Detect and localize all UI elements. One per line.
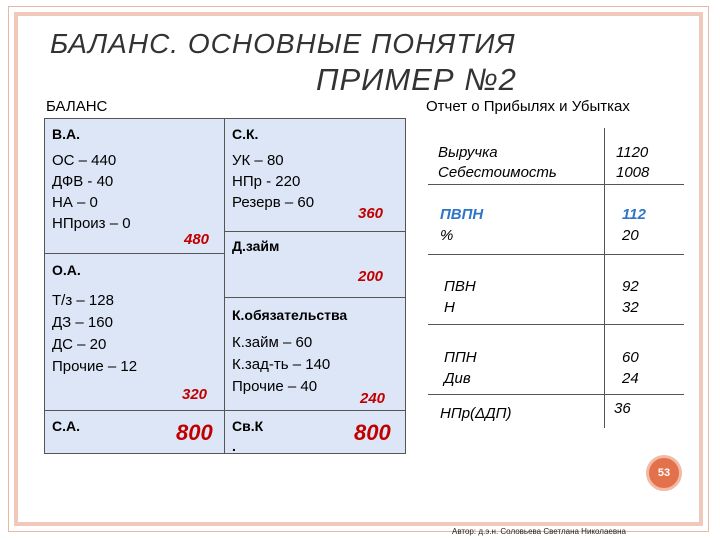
sa-header: С.А. (52, 418, 80, 434)
pl-divider (428, 324, 684, 325)
pl-row-label: ПВН (444, 278, 476, 295)
balance-divider-vertical (224, 118, 225, 454)
page-number: 53 (657, 467, 671, 479)
sk-line: УК – 80 (232, 152, 284, 169)
dzaim-sum: 200 (358, 268, 384, 285)
sk-header: С.К. (232, 126, 259, 142)
va-line: НПроиз – 0 (52, 215, 131, 232)
pl-divider (428, 184, 684, 185)
pl-row-value: 36 (614, 400, 631, 417)
ko-line: К.зад-ть – 140 (232, 356, 331, 373)
pl-row-value: 20 (622, 227, 639, 244)
pl-row-value: 112 (622, 206, 646, 223)
ko-sum: 240 (360, 390, 386, 407)
pl-divider (428, 254, 684, 255)
svk-header-dot: . (232, 438, 236, 454)
author-footer: Автор: д.э.н. Соловьева Светлана Николаевна (452, 527, 626, 536)
balance-divider-dzaim-ko (224, 297, 406, 298)
svk-header: Св.К (232, 418, 264, 434)
page-number-badge (646, 455, 682, 491)
pl-row-label: Себестоимость (438, 164, 557, 181)
oa-line: ДЗ – 160 (52, 314, 113, 331)
sa-total: 800 (176, 420, 213, 445)
ko-line: Прочие – 40 (232, 378, 318, 395)
balance-divider-va-oa (44, 253, 225, 254)
pl-row-label: ПВПН (440, 206, 484, 223)
oa-line: Прочие – 12 (52, 358, 138, 375)
sk-line: Резерв – 60 (232, 194, 315, 211)
balance-divider-totals (44, 410, 406, 411)
pl-row-value: 1120 (616, 144, 649, 161)
ko-line: К.займ – 60 (232, 334, 313, 351)
oa-header: О.А. (52, 262, 81, 278)
oa-line: ДС – 20 (52, 336, 107, 353)
va-line: ДФВ - 40 (52, 173, 114, 190)
va-sum: 480 (184, 231, 210, 248)
pl-row-label: % (440, 227, 454, 244)
dzaim-header: Д.займ (232, 238, 280, 254)
oa-line: Т/з – 128 (52, 292, 114, 309)
pl-row-label: Див (444, 370, 471, 387)
svk-total: 800 (354, 420, 391, 445)
pl-row-value: 32 (622, 299, 639, 316)
pl-row-value: 60 (622, 349, 639, 366)
pl-row-label: ППН (444, 349, 477, 366)
va-header: В.А. (52, 126, 80, 142)
ko-header: К.обязательства (232, 307, 348, 323)
va-line: ОС – 440 (52, 152, 117, 169)
oa-sum: 320 (182, 386, 208, 403)
pl-row-label: НПр(ΔДП) (440, 405, 512, 422)
balance-label: БАЛАНС (46, 98, 108, 115)
sk-line: НПр - 220 (232, 173, 301, 190)
pl-row-value: 92 (622, 278, 639, 295)
pl-label: Отчет о Прибылях и Убытках (426, 98, 630, 115)
va-line: НА – 0 (52, 194, 98, 211)
balance-divider-sk-dzaim (224, 231, 406, 232)
slide-title-line2: ПРИМЕР №2 (316, 62, 517, 97)
pl-row-label: Выручка (438, 144, 498, 161)
sk-sum: 360 (358, 205, 384, 222)
pl-divider (428, 394, 684, 395)
pl-row-value: 1008 (616, 164, 650, 181)
pl-row-label: Н (444, 299, 455, 316)
slide-title-line1: БАЛАНС. ОСНОВНЫЕ ПОНЯТИЯ (50, 28, 516, 59)
pl-divider-vertical (604, 128, 605, 428)
pl-row-value: 24 (622, 370, 639, 387)
